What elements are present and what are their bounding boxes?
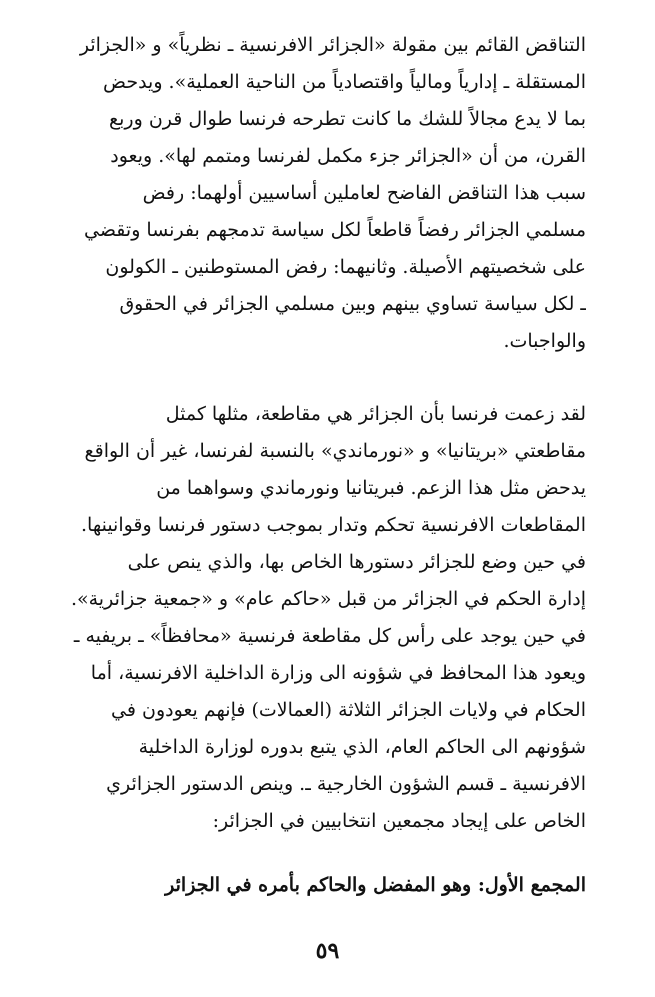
paragraph-1	[66, 27, 586, 360]
text-line: يدحض مثل هذا الزعم. فبريتانيا ونورماندي وسواهما من	[156, 477, 586, 499]
text-line: التناقض القائم بين مقولة «الجزائر الافرنسية ـ نظرياً» و «الجزائر	[79, 34, 586, 56]
paragraph-2	[66, 396, 586, 840]
text-line: المستقلة ـ إدارياً ومالياً واقتصادياً من الناحية العملية». ويدحض	[103, 71, 586, 93]
text-line: لقد زعمت فرنسا بأن الجزائر هي مقاطعة، مثلها كمثل	[165, 403, 586, 425]
text-line: الافرنسية ـ قسم الشؤون الخارجية ـ. وينص الدستور الجزائري	[106, 773, 586, 795]
paragraph-3	[66, 867, 586, 904]
text-line: المقاطعات الافرنسية تحكم وتدار بموجب دستور فرنسا وقوانينها.	[81, 514, 586, 536]
text-line: ـ لكل سياسة تساوي بينهم وبين مسلمي الجزائر في الحقوق	[119, 293, 586, 315]
text-line: على شخصيتهم الأصيلة. وثانيهما: رفض المستوطنين ـ الكولون	[105, 256, 586, 278]
text-line: والواجبات.	[503, 330, 586, 352]
text-line: بما لا يدع مجالاً للشك ما كانت تطرحه فرنسا طوال قرن وربع	[109, 108, 586, 130]
text-line: الخاص على إيجاد مجمعين انتخابيين في الجزائر:	[212, 810, 586, 832]
page-number: ٥٩	[315, 938, 340, 964]
text-line: القرن، من أن «الجزائر جزء مكمل لفرنسا ومتمم لها». ويعود	[110, 145, 586, 167]
text-line: إدارة الحكم في الجزائر من قبل «حاكم عام» و «جمعية جزائرية».	[70, 588, 586, 610]
text-line: شؤونهم الى الحاكم العام، الذي يتبع بدوره لوزارة الداخلية	[138, 736, 586, 758]
text-line: في حين وضع للجزائر دستورها الخاص بها، والذي ينص على	[127, 551, 586, 573]
text-line: سبب هذا التناقض الفاضح لعاملين أساسيين أولهما: رفض	[142, 182, 586, 204]
text-line: مقاطعتي «بريتانيا» و «نورماندي» بالنسبة لفرنسا، غير أن الواقع	[84, 440, 586, 462]
text-line: ويعود هذا المحافظ في شؤونه الى وزارة الداخلية الافرنسية، أما	[90, 662, 586, 684]
text-line: الحكام في ولايات الجزائر الثلاثة (العمالات) فإنهم يعودون في	[111, 699, 586, 721]
text-line: المجمع الأول: وهو المفضل والحاكم بأمره في الجزائر	[165, 874, 586, 896]
text-line: مسلمي الجزائر رفضاً قاطعاً لكل سياسة تدمجهم بفرنسا وتقضي	[83, 219, 586, 241]
text-line: في حين يوجد على رأس كل مقاطعة فرنسية «محافظاً» ـ بريفيه ـ	[73, 625, 586, 647]
